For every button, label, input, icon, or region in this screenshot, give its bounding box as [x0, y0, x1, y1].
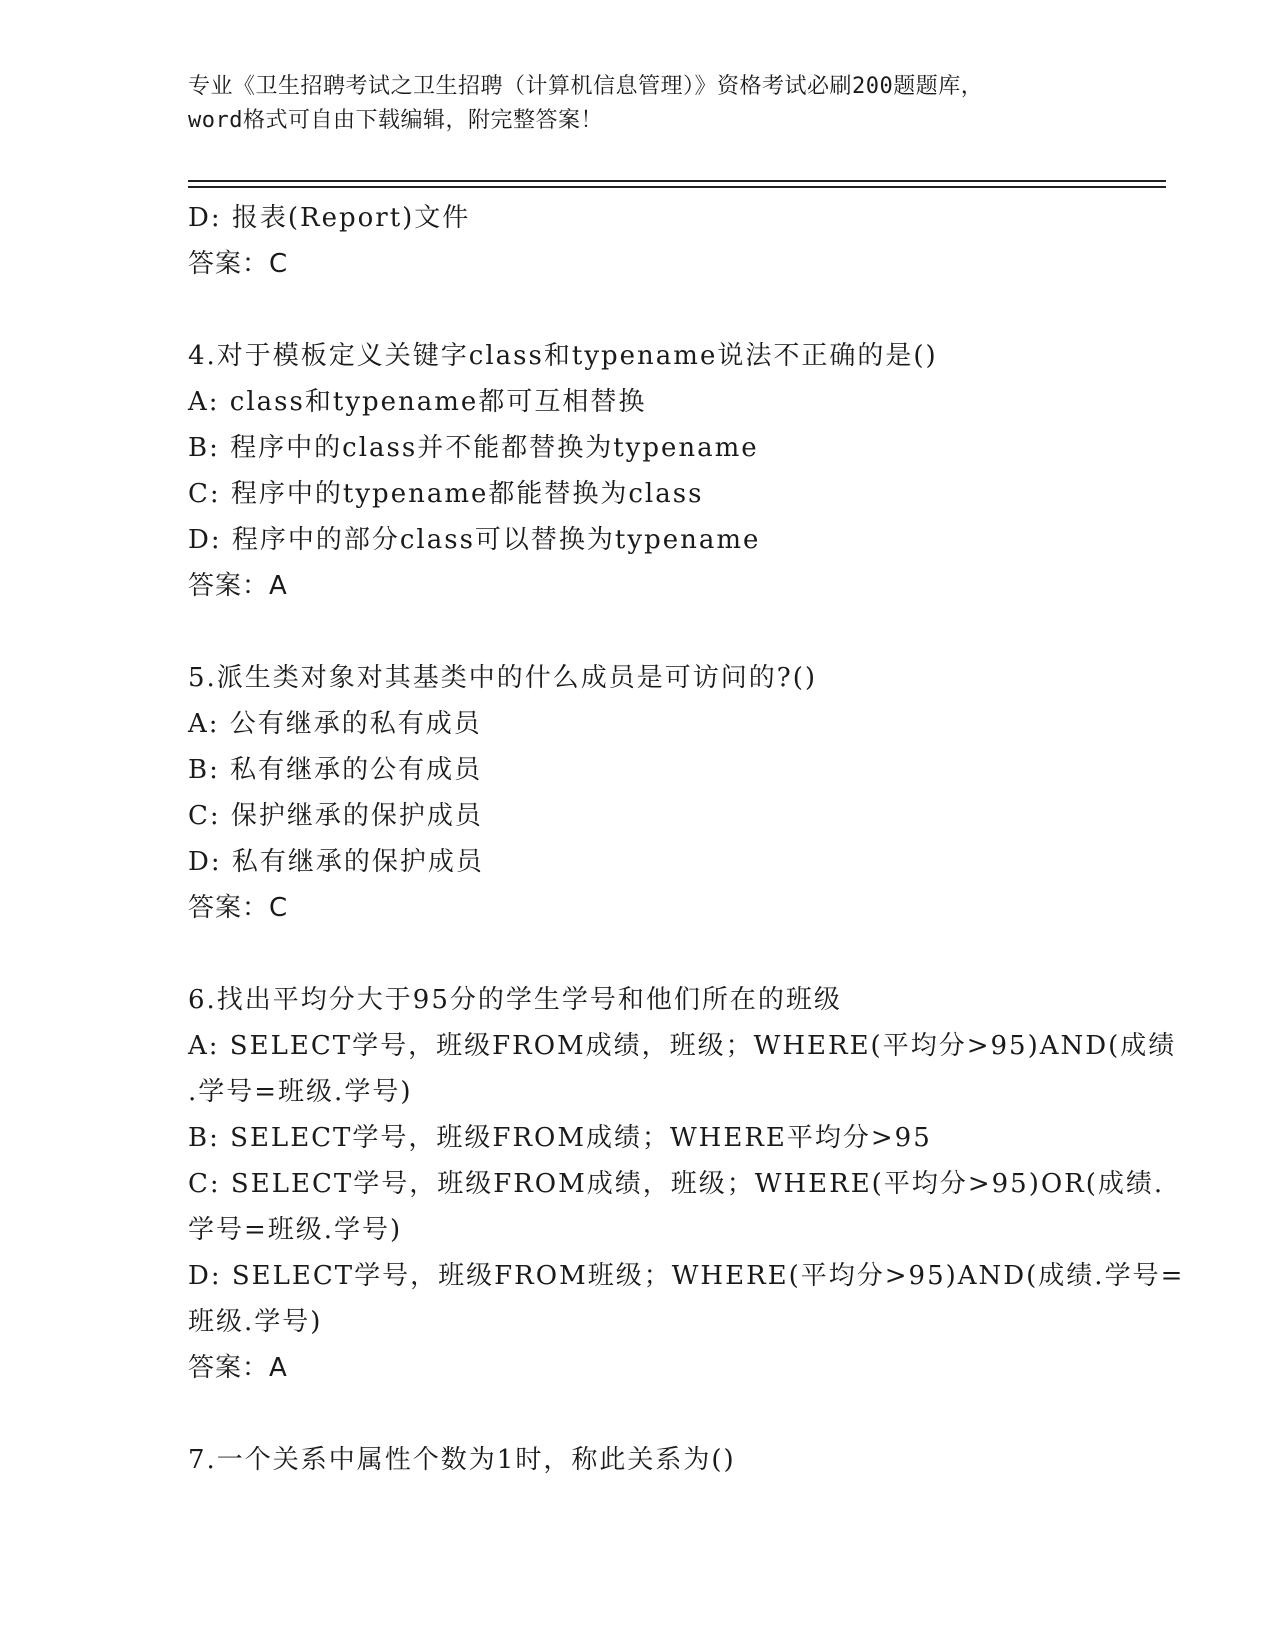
question-4 — [188, 333, 1108, 609]
option-b: B: 程序中的class并不能都替换为typename — [188, 433, 759, 463]
spacer — [188, 287, 1108, 333]
header-line-1: 专业《卫生招聘考试之卫生招聘（计算机信息管理）》资格考试必刷200题题库， — [188, 74, 984, 99]
option-a: A: SELECT学号，班级FROM成绩，班级；WHERE(平均分>95)AND(成绩 — [188, 1031, 1177, 1061]
document-body — [188, 195, 1185, 1483]
prev-option-d: D: 报表(Report)文件 — [188, 203, 471, 233]
question-stem: 7.一个关系中属性个数为1时，称此关系为() — [188, 1445, 736, 1475]
option-d: D: 程序中的部分class可以替换为typename — [188, 525, 761, 555]
question-5 — [188, 655, 1108, 931]
option-c: C: 程序中的typename都能替换为class — [188, 479, 704, 509]
question-stem: 6.找出平均分大于95分的学生学号和他们所在的班级 — [188, 985, 842, 1015]
page-header — [188, 70, 1088, 138]
option-a: A: class和typename都可互相替换 — [188, 387, 647, 417]
option-a: A: 公有继承的私有成员 — [188, 709, 482, 739]
header-divider-top — [188, 180, 1166, 182]
question-stem: 5.派生类对象对其基类中的什么成员是可访问的?() — [188, 663, 818, 693]
spacer — [188, 609, 1108, 655]
header-line-2: word格式可自由下载编辑，附完整答案！ — [188, 108, 603, 133]
answer: 答案：C — [188, 893, 289, 923]
question-7 — [188, 1437, 1108, 1483]
option-d: D: SELECT学号，班级FROM班级；WHERE(平均分>95)AND(成绩.学号= — [188, 1261, 1185, 1291]
header-divider-bottom — [188, 186, 1166, 188]
option-c-continued: 学号=班级.学号) — [188, 1215, 403, 1245]
option-b: B: SELECT学号，班级FROM成绩；WHERE平均分>95 — [188, 1123, 932, 1153]
option-c: C: SELECT学号，班级FROM成绩，班级；WHERE(平均分>95)OR(成绩. — [188, 1169, 1165, 1199]
question-6 — [188, 977, 1185, 1391]
option-c: C: 保护继承的保护成员 — [188, 801, 483, 831]
answer: 答案：A — [188, 1353, 288, 1383]
option-a-continued: .学号=班级.学号) — [188, 1077, 413, 1107]
spacer — [188, 1391, 1108, 1437]
spacer — [188, 931, 1108, 977]
answer: 答案：A — [188, 571, 288, 601]
option-d-continued: 班级.学号) — [188, 1307, 323, 1337]
option-d: D: 私有继承的保护成员 — [188, 847, 484, 877]
question-stem: 4.对于模板定义关键字class和typename说法不正确的是() — [188, 341, 938, 371]
option-b: B: 私有继承的公有成员 — [188, 755, 483, 785]
prev-answer: 答案：C — [188, 249, 289, 279]
